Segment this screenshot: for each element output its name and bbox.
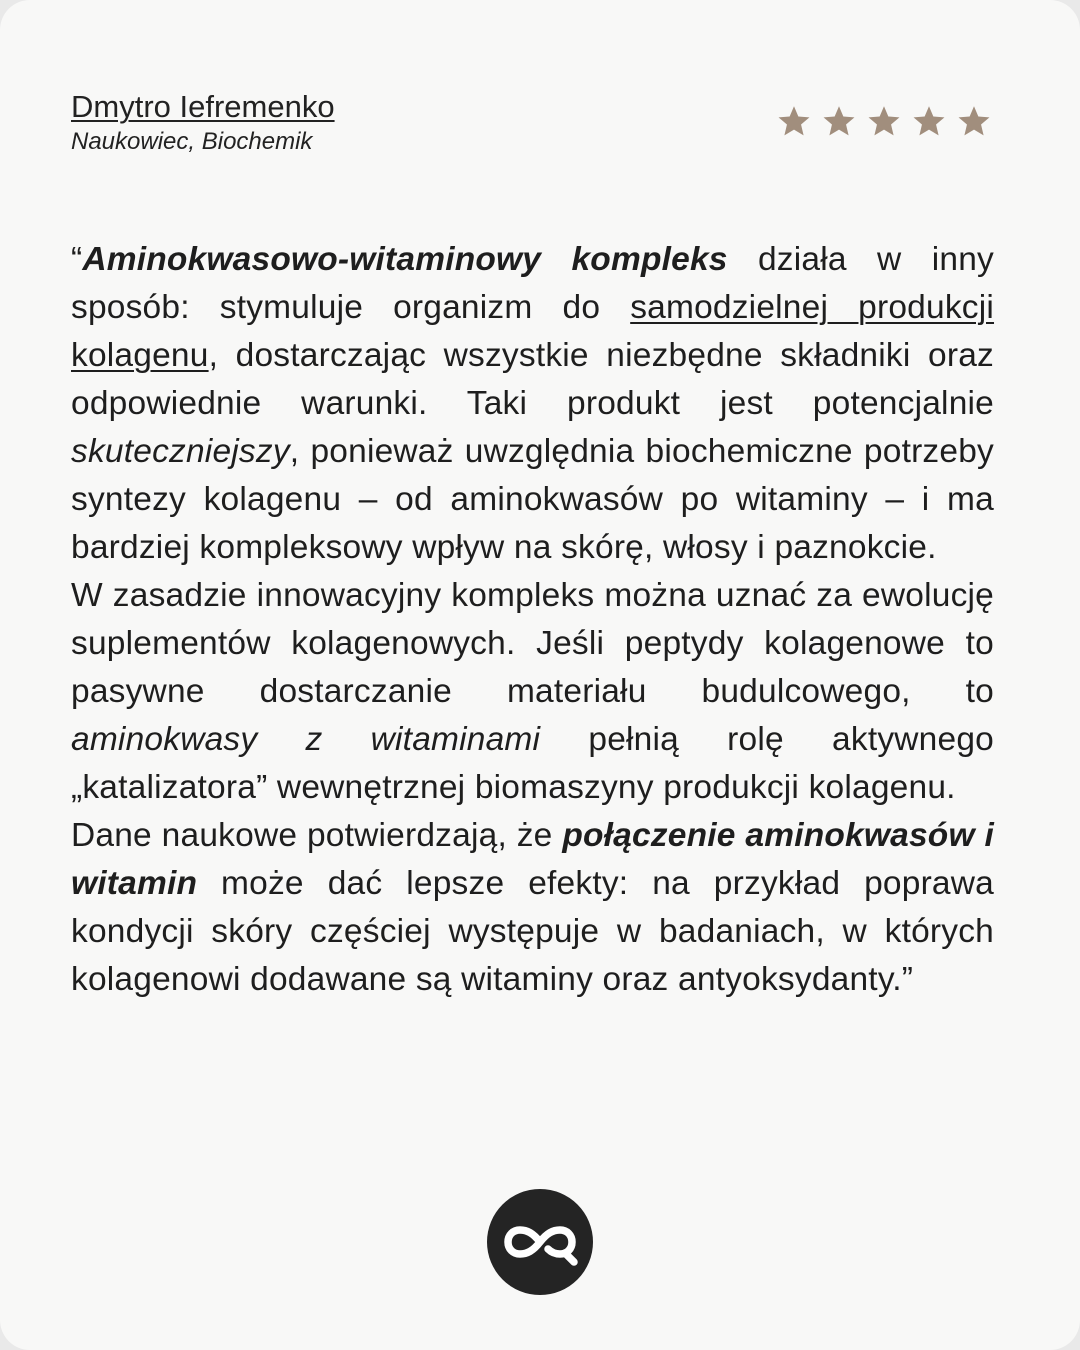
quote-text: działa w inny sposób: stymuluje organizm do [71,241,994,326]
quote-text: może dać lepsze efekty: na przykład poprawa kondycji skóry częściej występuje w badaniach, w których kolagenowi dodawane są witaminy oraz antyoksydanty.” [71,865,994,998]
star-rating [776,104,992,140]
star-icon [821,104,857,140]
star-icon [956,104,992,140]
quote-underlined-phrase: samodzielnej produkcji kolagenu [71,289,995,374]
star-icon [911,104,947,140]
quote-paragraph-1 [71,236,994,572]
star-icon [866,104,902,140]
infinity-q-logo-icon [487,1189,593,1295]
quote-text: W zasadzie innowacyjny kompleks można uznać za ewolucję suplementów kolagenowych. Jeśli peptydy kolagenowe to pasywne dostarczanie materiału budulcowego, to [71,577,994,710]
quote-paragraph-3 [71,812,994,1004]
quote-text: , dostarczając wszystkie niezbędne składniki oraz odpowiednie warunki. Taki produkt jest potencjalnie [71,337,994,422]
quote-bold-lead: Aminokwasowo-witaminowy kompleks [82,241,728,278]
testimonial-quote [71,236,994,1004]
quote-text: , ponieważ uwzględnia biochemiczne potrzeby syntezy kolagenu – od aminokwasów po witaminy – i ma bardziej kompleksowy wpływ na skórę, włosy i paznokcie. [71,433,994,566]
quote-text: pełnią rolę aktywnego „katalizatora” wewnętrznej biomaszyny produkcji kolagenu. [71,721,994,806]
open-quote-mark: “ [71,241,83,278]
quote-paragraph-2 [71,572,994,812]
quote-italic-word: skuteczniejszy [71,433,290,470]
author-role: Naukowiec, Biochemik [71,128,313,155]
star-icon [776,104,812,140]
quote-italic-phrase: aminokwasy z witaminami [71,721,541,758]
quote-text: Dane naukowe potwierdzają, że [71,817,563,854]
author-name-link[interactable]: Dmytro Iefremenko [71,89,335,124]
quote-bold-italic-phrase: połączenie aminokwasów i witamin [71,817,994,902]
